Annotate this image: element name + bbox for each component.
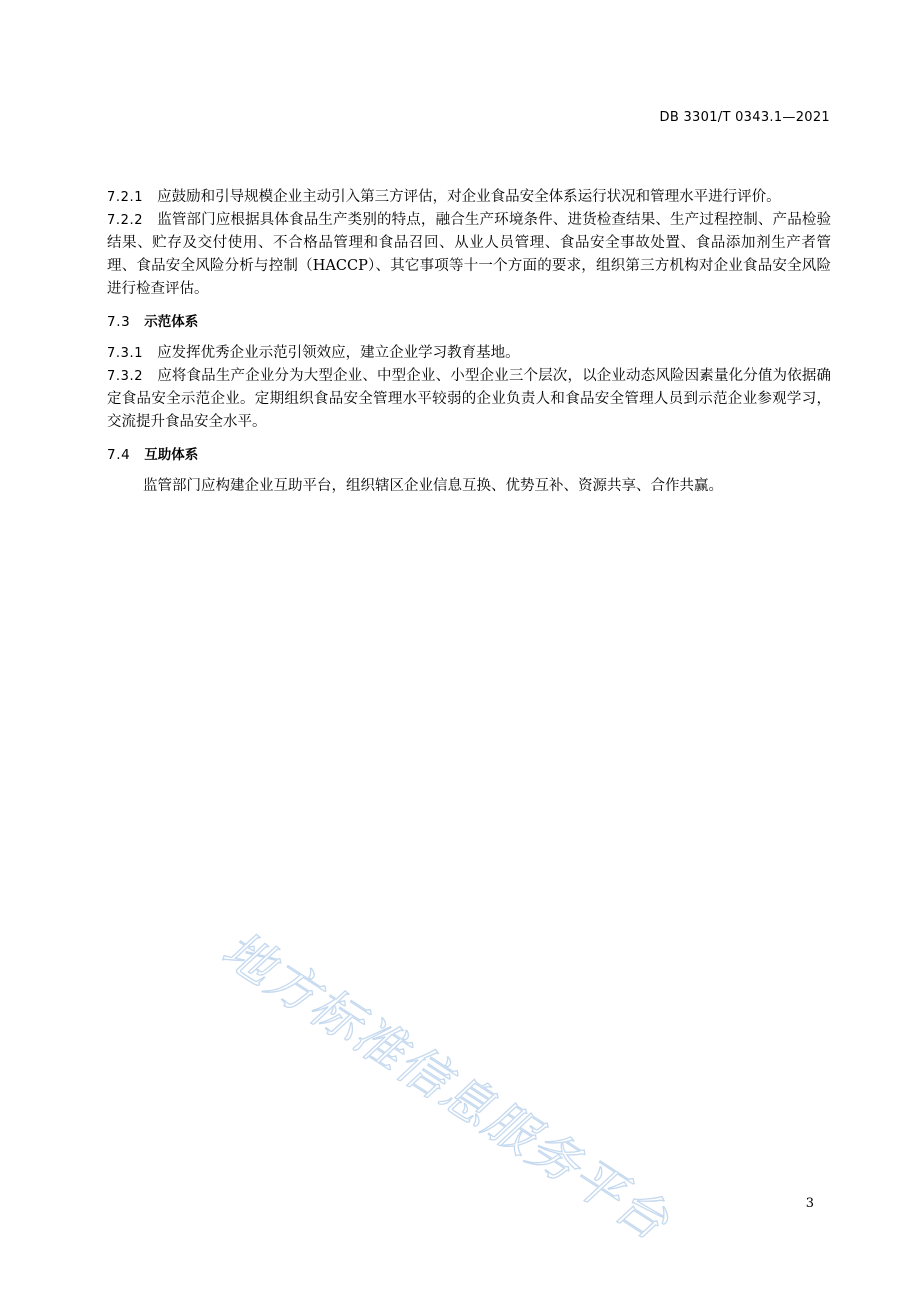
clause-7-2-1 [107, 186, 831, 209]
section-title: 示范体系 [144, 314, 199, 330]
clause-number: 7.3.2 [107, 369, 144, 384]
section-heading-7-4 [107, 444, 831, 467]
clause-number: 7.2.2 [107, 213, 144, 228]
clause-text: 应鼓励和引导规模企业主动引入第三方评估，对企业食品安全体系运行状况和管理水平进行评价。 [157, 189, 781, 205]
page-number: 3 [805, 1196, 814, 1211]
watermark-text: 地方标准信息服务平台 [212, 920, 680, 1252]
section-7-4-text: 监管部门应构建企业互助平台，组织辖区企业信息互换、优势互补、资源共享、合作共赢。 [143, 478, 723, 494]
document-code: DB 3301/T 0343.1—2021 [659, 110, 830, 125]
clause-number: 7.2.1 [107, 190, 144, 205]
clause-text: 监管部门应根据具体食品生产类别的特点，融合生产环境条件、进货检查结果、生产过程控制、产品检验结果、贮存及交付使用、不合格品管理和食品召回、从业人员管理、食品安全事故处置、食品添加剂生产者管理、食品安全风险分析与控制（HACCP）、其它事项等十一个方面的要求，组织第三方机构对企业食品安全风险进行检查评估。 [107, 212, 831, 297]
clause-number: 7.3.1 [107, 346, 144, 361]
section-heading-7-3 [107, 311, 831, 334]
clause-7-3-2 [107, 365, 831, 434]
clause-7-3-1 [107, 342, 831, 365]
clause-text: 应将食品生产企业分为大型企业、中型企业、小型企业三个层次，以企业动态风险因素量化分值为依据确定食品安全示范企业。定期组织食品安全管理水平较弱的企业负责人和食品安全管理人员到示范企业参观学习，交流提升食品安全水平。 [107, 368, 831, 430]
section-title: 互助体系 [144, 447, 199, 463]
clause-text: 应发挥优秀企业示范引领效应，建立企业学习教育基地。 [157, 345, 520, 361]
section-number: 7.3 [107, 314, 131, 330]
clause-7-2-2 [107, 209, 831, 301]
section-number: 7.4 [107, 447, 131, 463]
document-body [107, 186, 831, 498]
